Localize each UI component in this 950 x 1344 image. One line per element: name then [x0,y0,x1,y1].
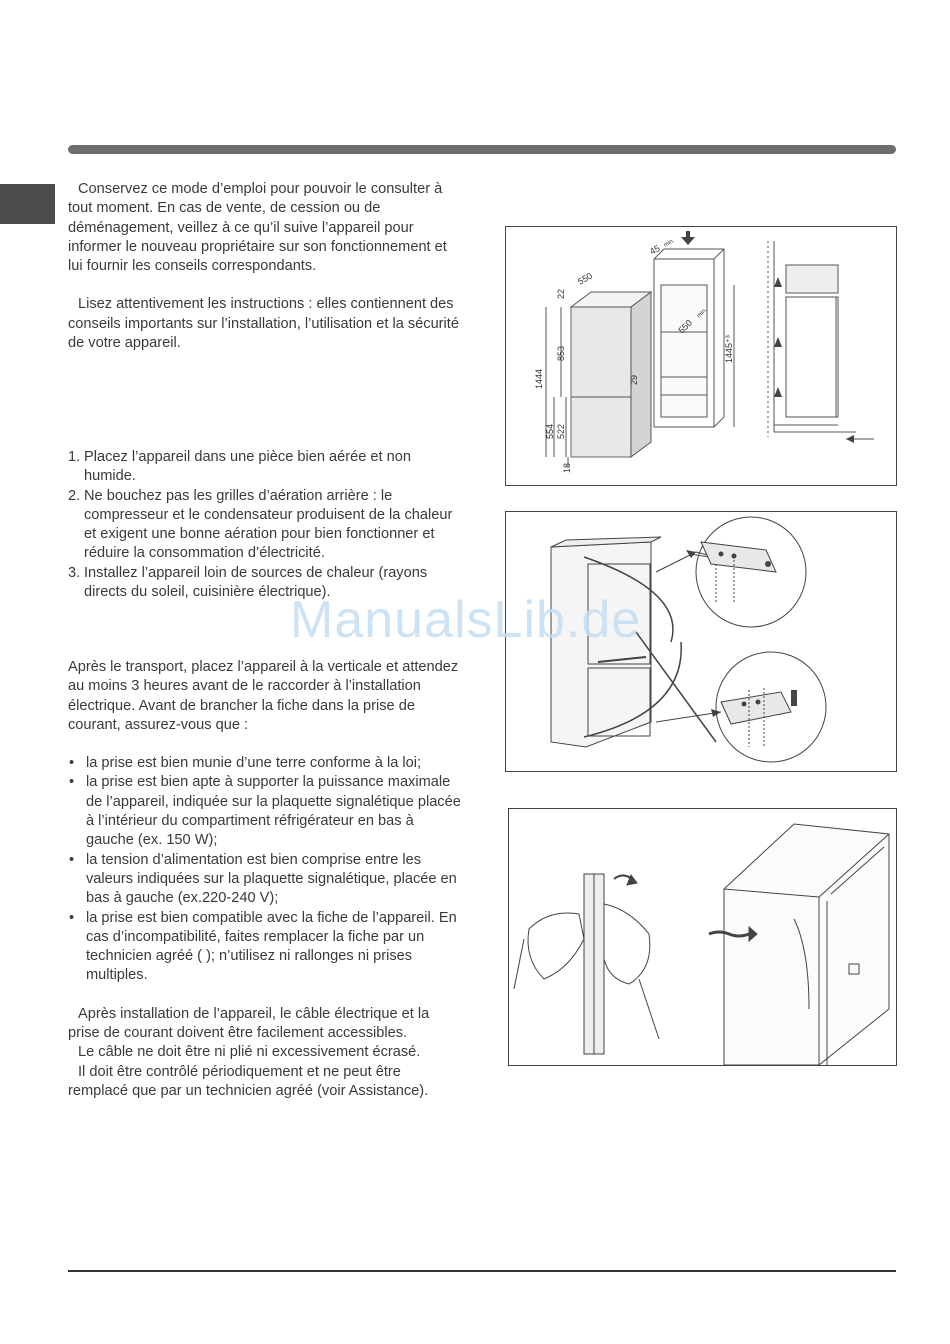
intro-section [68,180,463,353]
door-hinge-figure [505,511,897,772]
list-item: • la prise est bien munie d’une terre conforme à la loi; [69,755,422,772]
dimension-label: 18 [562,462,572,473]
closing-paragraph-2: Le câble ne doit être ni plié ni excessivement écrasé. [78,1044,421,1061]
installation-dimensions-figure [505,226,897,486]
dimensions-diagram [506,227,896,485]
dimension-label: 522 [556,423,566,439]
dimension-label: 22 [556,288,566,299]
watermark: ManualsLib.de [290,591,642,649]
dimension-label: 853 [556,345,566,361]
dimension-label: 550 [576,270,595,287]
dimension-label: 1444 [534,368,544,389]
closing-paragraph-3: Il doit être contrôlé périodiquement et ne peut être remplacé que par un technicien agréé (voir Assistance). [68,1063,429,1099]
page-tab-marker [0,184,55,224]
dimension-label: 45 [648,243,662,257]
trim-diagram [509,809,896,1065]
list-item: 2. Ne bouchez pas les grilles d’aération arrière : le compresseur et le condensateur produisent de la chaleur et exigent une bonne aération pour bien fonctionner et réduire la consommation d’électricité. [68,487,453,562]
electrical-intro: Après le transport, placez l’appareil à la verticale et attendez au moins 3 heures avant de le raccorder à l’installation électrique. Avant de brancher la fiche dans la prise de courant, assurez-vous que : [68,659,459,733]
dimension-unit: min. [663,237,676,249]
placement-section [68,448,463,602]
closing-paragraph-1: Après installation de l’appareil, le câble électrique et la prise de courant doivent être facilement accessibles. [68,1005,430,1042]
dimension-label: 550 [676,317,695,336]
intro-paragraph-2: Lisez attentivement les instructions : elles contiennent des conseils importants sur l’installation, l’utilisation et la sécurité de votre appareil. [68,296,459,352]
dimension-label: 29 [629,374,639,385]
list-item: • la prise est bien compatible avec la fiche de l’appareil. En cas d’incompatibilité, faites remplacer la fiche par un technicien agréé ( ); n’utilisez ni rallonges ni prises multiples. [69,909,457,984]
dimension-label: 1445⁺³ [724,335,734,363]
intro-paragraph-1: Conservez ce mode d’emploi pour pouvoir le consulter à tout moment. En cas de vente, de cession ou de déménagement, veillez à ce qu’il suive l’appareil pour informer le nouveau propriétaire sur son fonctionnement et lui fournir les conseils correspondants. [68,181,447,275]
door-trim-figure [508,808,897,1066]
dimension-unit: min. [696,307,709,320]
list-item: 3. Installez l’appareil loin de sources de chaleur (rayons directs du soleil, cuisinière électrique). [68,564,428,601]
hinge-diagram [506,512,896,771]
dimension-label: 554 [545,423,555,439]
list-item: • la tension d’alimentation est bien comprise entre les valeurs indiquées sur la plaquette signalétique, placée en bas à gauche (ex.220-240 V); [69,851,457,907]
footer-rule [68,1270,896,1272]
electrical-section [68,658,463,1101]
placement-list [68,448,463,602]
electrical-checklist [68,754,463,986]
list-item: • la prise est bien apte à supporter la puissance maximale de l’appareil, indiquée sur la plaquette signalétique placée à l’intérieur du compartiment réfrigérateur en bas à gauche (ex. 150 W); [69,774,461,849]
list-item: 1. Placez l’appareil dans une pièce bien aérée et non humide. [68,449,411,485]
section-divider-bar [68,145,896,154]
